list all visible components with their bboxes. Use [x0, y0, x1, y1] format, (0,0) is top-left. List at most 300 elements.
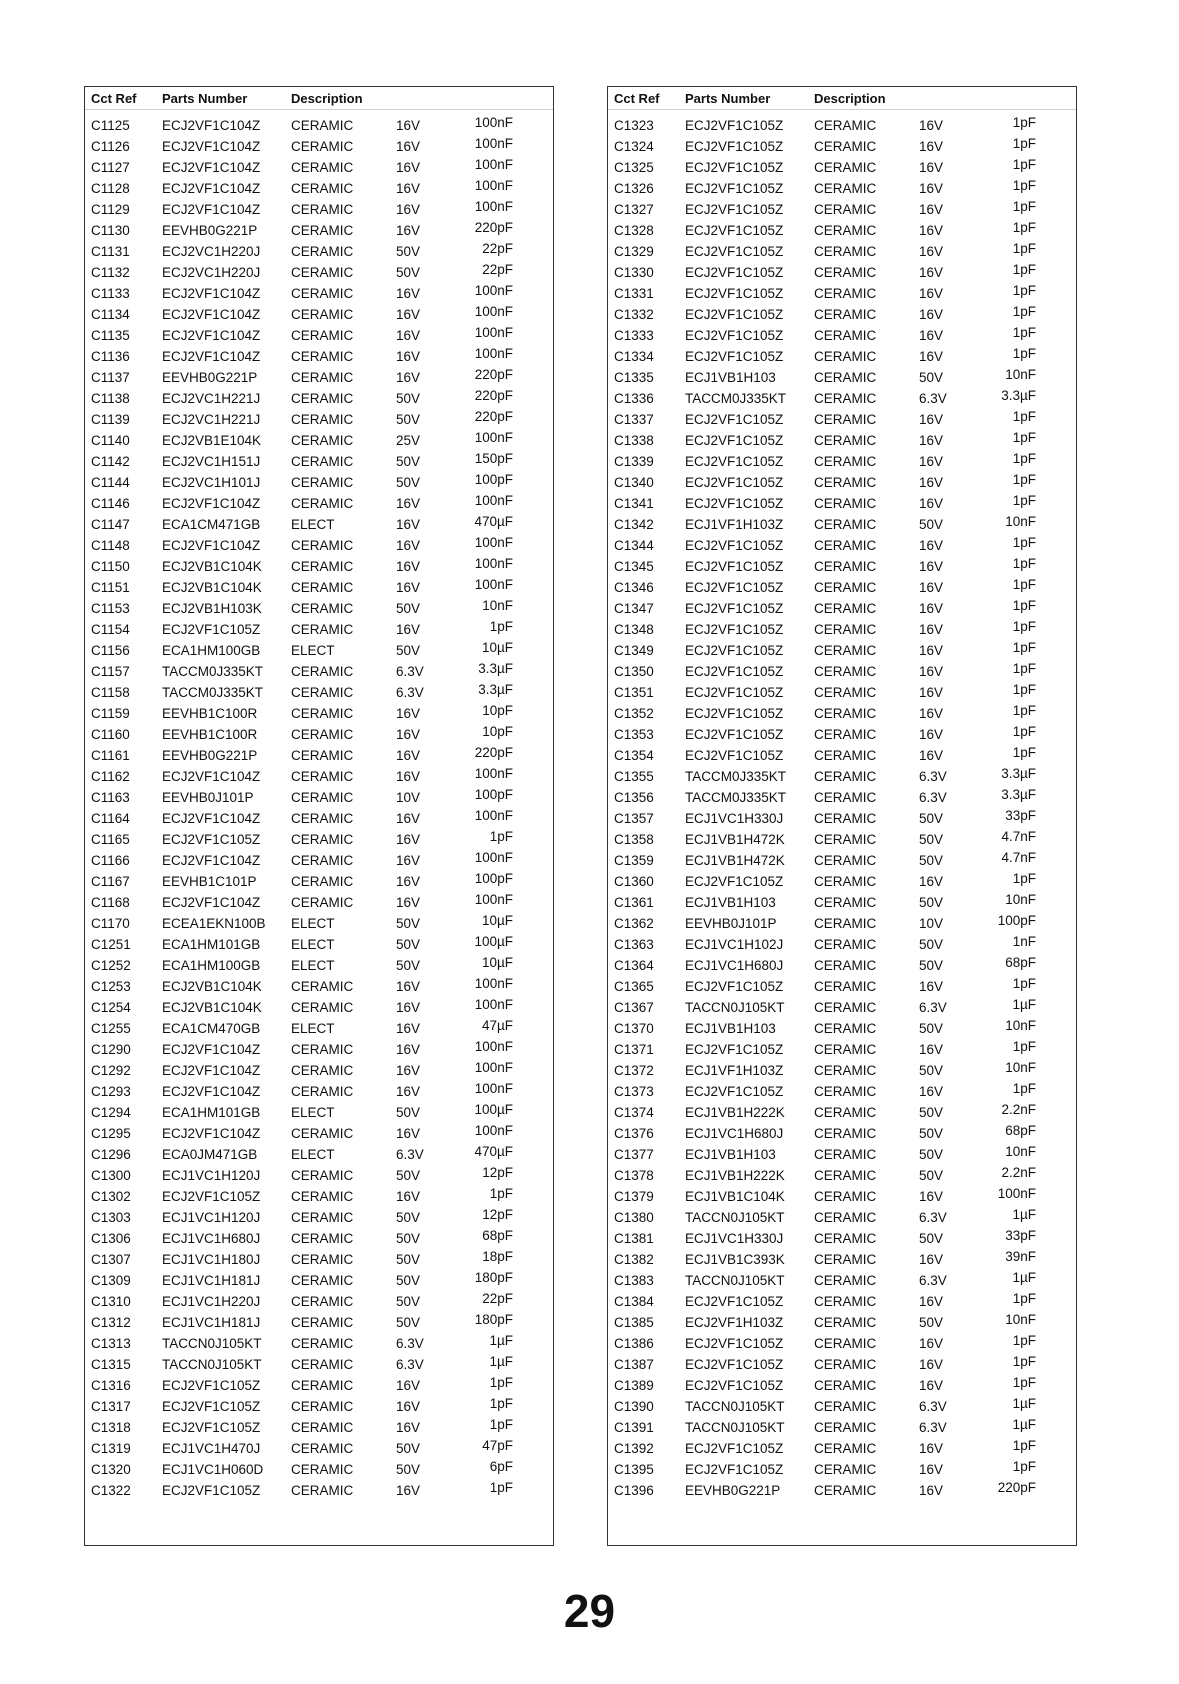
value: 470µF: [474, 1144, 513, 1159]
table-row: [85, 1103, 553, 1124]
parts-number: EEVHB0G221P: [162, 223, 258, 238]
description: CERAMIC: [291, 853, 354, 868]
value: 100nF: [474, 850, 513, 865]
cct-ref: C1160: [91, 727, 130, 742]
parts-number: ECJ2VF1C105Z: [685, 1042, 784, 1057]
value: 1pF: [1012, 871, 1036, 886]
table-row: [85, 809, 553, 830]
description: CERAMIC: [291, 1441, 354, 1456]
value: 100nF: [474, 766, 513, 781]
voltage: 16V: [396, 832, 421, 847]
cct-ref: C1362: [614, 916, 654, 931]
voltage: 16V: [396, 328, 421, 343]
voltage: 16V: [919, 1189, 944, 1204]
value: 1pF: [489, 1375, 513, 1390]
description: CERAMIC: [814, 307, 877, 322]
description: CERAMIC: [814, 538, 877, 553]
description: CERAMIC: [814, 328, 877, 343]
value: 100nF: [997, 1186, 1036, 1201]
table-row: [85, 200, 553, 221]
voltage: 6.3V: [396, 1147, 424, 1162]
value: 1pF: [1012, 1438, 1036, 1453]
description: ELECT: [291, 643, 335, 658]
description: CERAMIC: [291, 223, 354, 238]
value: 1pF: [1012, 640, 1036, 655]
description: CERAMIC: [291, 559, 354, 574]
voltage: 16V: [919, 160, 944, 175]
cct-ref: C1135: [91, 328, 130, 343]
voltage: 16V: [919, 1084, 944, 1099]
description: CERAMIC: [814, 958, 877, 973]
table-row: [608, 767, 1076, 788]
cct-ref: C1134: [91, 307, 130, 322]
voltage: 50V: [396, 643, 421, 658]
value: 100nF: [474, 304, 513, 319]
voltage: 10V: [396, 790, 421, 805]
table-row: [85, 1481, 553, 1502]
table-row: [608, 1250, 1076, 1271]
value: 1pF: [1012, 577, 1036, 592]
table-row: [608, 536, 1076, 557]
parts-number: ECA1CM471GB: [162, 517, 261, 532]
parts-number: ECJ2VF1C104Z: [162, 1126, 261, 1141]
voltage: 16V: [919, 1462, 944, 1477]
table-row: [608, 1292, 1076, 1313]
table-row: [608, 641, 1076, 662]
table-row: [85, 578, 553, 599]
cct-ref: C1126: [91, 139, 130, 154]
parts-number: ECJ2VF1C105Z: [685, 412, 784, 427]
table-row: [85, 368, 553, 389]
description: CERAMIC: [291, 328, 354, 343]
cct-ref: C1127: [91, 160, 130, 175]
parts-number: ECJ2VF1C104Z: [162, 1063, 261, 1078]
parts-number: ECJ2VF1C105Z: [685, 1357, 784, 1372]
value: 1µF: [1012, 1207, 1036, 1222]
cct-ref: C1303: [91, 1210, 131, 1225]
parts-number: ECJ2VF1C105Z: [685, 1378, 784, 1393]
parts-number: EEVHB0G221P: [162, 370, 258, 385]
voltage: 6.3V: [919, 790, 947, 805]
description: CERAMIC: [291, 811, 354, 826]
description: CERAMIC: [814, 664, 877, 679]
voltage: 16V: [396, 748, 421, 763]
table-row: [608, 956, 1076, 977]
cct-ref: C1351: [614, 685, 654, 700]
parts-number: ECJ1VB1H222K: [685, 1168, 785, 1183]
table-body: [85, 116, 553, 1502]
description: CERAMIC: [814, 1294, 877, 1309]
description: CERAMIC: [291, 1063, 354, 1078]
value: 1pF: [489, 1186, 513, 1201]
cct-ref: C1376: [614, 1126, 654, 1141]
cct-ref: C1128: [91, 181, 130, 196]
voltage: 16V: [396, 895, 421, 910]
description: CERAMIC: [814, 1315, 877, 1330]
value: 100pF: [997, 913, 1036, 928]
description: CERAMIC: [814, 1378, 877, 1393]
table-row: [608, 557, 1076, 578]
table-row: [85, 893, 553, 914]
value: 1pF: [489, 829, 513, 844]
cct-ref: C1383: [614, 1273, 654, 1288]
cct-ref: C1345: [614, 559, 654, 574]
table-row: [85, 1376, 553, 1397]
cct-ref: C1302: [91, 1189, 131, 1204]
description: CERAMIC: [814, 391, 877, 406]
description: CERAMIC: [814, 706, 877, 721]
table-row: [608, 179, 1076, 200]
value: 1pF: [1012, 1459, 1036, 1474]
value: 1µF: [489, 1333, 513, 1348]
voltage: 16V: [396, 1000, 421, 1015]
parts-number: ECJ2VF1C105Z: [685, 181, 784, 196]
table-row: [85, 431, 553, 452]
table-row: [85, 830, 553, 851]
table-row: [608, 263, 1076, 284]
cct-ref: C1390: [614, 1399, 654, 1414]
parts-number: ECJ1VC1H330J: [685, 811, 784, 826]
parts-number: ECJ2VC1H221J: [162, 412, 261, 427]
description: CERAMIC: [814, 1189, 877, 1204]
value: 22pF: [482, 241, 513, 256]
cct-ref: C1356: [614, 790, 654, 805]
header-description: Description: [814, 91, 886, 106]
description: CERAMIC: [814, 916, 877, 931]
description: CERAMIC: [291, 1315, 354, 1330]
cct-ref: C1312: [91, 1315, 131, 1330]
description: CERAMIC: [291, 391, 354, 406]
cct-ref: C1395: [614, 1462, 654, 1477]
value: 1pF: [1012, 1375, 1036, 1390]
value: 1pF: [1012, 619, 1036, 634]
value: 100nF: [474, 1039, 513, 1054]
description: CERAMIC: [291, 1000, 354, 1015]
parts-number: EEVHB0G221P: [162, 748, 258, 763]
parts-number: EEVHB1C100R: [162, 727, 258, 742]
parts-number: ECA1HM101GB: [162, 1105, 261, 1120]
cct-ref: C1148: [91, 538, 130, 553]
parts-number: ECJ1VC1H680J: [162, 1231, 261, 1246]
description: CERAMIC: [291, 748, 354, 763]
table-row: [85, 305, 553, 326]
parts-number: TACCN0J105KT: [685, 1210, 785, 1225]
voltage: 50V: [396, 1462, 421, 1477]
value: 1pF: [1012, 430, 1036, 445]
table-row: [608, 683, 1076, 704]
table-row: [608, 221, 1076, 242]
cct-ref: C1165: [91, 832, 130, 847]
description: CERAMIC: [291, 265, 354, 280]
table-row: [85, 137, 553, 158]
description: CERAMIC: [814, 1000, 877, 1015]
value: 12pF: [482, 1165, 513, 1180]
parts-number: ECJ2VF1C105Z: [685, 139, 784, 154]
value: 150pF: [474, 451, 513, 466]
description: CERAMIC: [291, 622, 354, 637]
voltage: 16V: [396, 496, 421, 511]
voltage: 16V: [396, 538, 421, 553]
voltage: 6.3V: [919, 1420, 947, 1435]
description: CERAMIC: [291, 307, 354, 322]
voltage: 6.3V: [396, 1336, 424, 1351]
description: CERAMIC: [814, 475, 877, 490]
parts-number: ECJ2VF1C105Z: [685, 601, 784, 616]
cct-ref: C1363: [614, 937, 654, 952]
parts-number: EEVHB1C100R: [162, 706, 258, 721]
description: CERAMIC: [291, 832, 354, 847]
table-row: [608, 347, 1076, 368]
value: 100nF: [474, 325, 513, 340]
cct-ref: C1352: [614, 706, 654, 721]
cct-ref: C1391: [614, 1420, 654, 1435]
value: 68pF: [1005, 1123, 1036, 1138]
table-row: [608, 1418, 1076, 1439]
value: 1µF: [489, 1354, 513, 1369]
parts-number: ECJ1VC1H180J: [162, 1252, 261, 1267]
voltage: 16V: [919, 1441, 944, 1456]
voltage: 16V: [396, 181, 421, 196]
parts-number: ECJ2VF1C105Z: [685, 118, 784, 133]
cct-ref: C1355: [614, 769, 654, 784]
value: 2.2nF: [1001, 1165, 1036, 1180]
value: 3.3µF: [478, 682, 513, 697]
table-row: [85, 1019, 553, 1040]
voltage: 50V: [919, 1168, 944, 1183]
value: 470µF: [474, 514, 513, 529]
table-row: [608, 1229, 1076, 1250]
cct-ref: C1381: [614, 1231, 654, 1246]
cct-ref: C1146: [91, 496, 130, 511]
description: CERAMIC: [291, 1420, 354, 1435]
description: CERAMIC: [814, 811, 877, 826]
table-row: [608, 305, 1076, 326]
cct-ref: C1350: [614, 664, 654, 679]
value: 1pF: [1012, 346, 1036, 361]
voltage: 50V: [396, 412, 421, 427]
cct-ref: C1344: [614, 538, 654, 553]
parts-number: ECJ2VF1C105Z: [685, 244, 784, 259]
value: 68pF: [482, 1228, 513, 1243]
value: 10nF: [1005, 1144, 1036, 1159]
value: 68pF: [1005, 955, 1036, 970]
voltage: 50V: [396, 937, 421, 952]
parts-number: ECJ1VC1H181J: [162, 1273, 261, 1288]
parts-number: ECJ2VF1C105Z: [685, 1462, 784, 1477]
table-row: [608, 1355, 1076, 1376]
voltage: 50V: [919, 517, 944, 532]
voltage: 16V: [396, 622, 421, 637]
voltage: 16V: [919, 580, 944, 595]
description: CERAMIC: [291, 790, 354, 805]
value: 180pF: [474, 1270, 513, 1285]
parts-number: TACCN0J105KT: [685, 1000, 785, 1015]
cct-ref: C1161: [91, 748, 130, 763]
voltage: 50V: [396, 454, 421, 469]
cct-ref: C1170: [91, 916, 130, 931]
cct-ref: C1166: [91, 853, 130, 868]
value: 10µF: [481, 913, 513, 928]
value: 1pF: [1012, 1333, 1036, 1348]
voltage: 50V: [919, 1147, 944, 1162]
parts-number: ECJ2VF1C105Z: [685, 1441, 784, 1456]
value: 100nF: [474, 346, 513, 361]
table-row: [85, 1355, 553, 1376]
table-row: [608, 1376, 1076, 1397]
description: CERAMIC: [814, 1126, 877, 1141]
value: 100nF: [474, 1123, 513, 1138]
cct-ref: C1354: [614, 748, 654, 763]
header-parts-number: Parts Number: [685, 91, 771, 106]
description: CERAMIC: [291, 895, 354, 910]
voltage: 50V: [396, 265, 421, 280]
description: CERAMIC: [291, 1378, 354, 1393]
description: CERAMIC: [291, 664, 354, 679]
parts-number: ECJ2VF1C105Z: [685, 643, 784, 658]
description: CERAMIC: [814, 748, 877, 763]
cct-ref: C1290: [91, 1042, 131, 1057]
cct-ref: C1130: [91, 223, 130, 238]
parts-number: ECJ2VF1C105Z: [685, 475, 784, 490]
parts-number: ECJ2VF1C104Z: [162, 1042, 261, 1057]
cct-ref: C1310: [91, 1294, 131, 1309]
voltage: 16V: [919, 622, 944, 637]
parts-number: ECJ2VF1C105Z: [162, 1378, 261, 1393]
cct-ref: C1331: [614, 286, 654, 301]
voltage: 16V: [396, 1084, 421, 1099]
cct-ref: C1346: [614, 580, 654, 595]
description: CERAMIC: [291, 139, 354, 154]
description: CERAMIC: [814, 1042, 877, 1057]
parts-number: ECJ2VF1C104Z: [162, 349, 261, 364]
description: CERAMIC: [291, 433, 354, 448]
table-row: [608, 515, 1076, 536]
value: 10pF: [482, 724, 513, 739]
cct-ref: C1342: [614, 517, 654, 532]
cct-ref: C1307: [91, 1252, 131, 1267]
value: 100nF: [474, 535, 513, 550]
cct-ref: C1387: [614, 1357, 654, 1372]
description: CERAMIC: [814, 1336, 877, 1351]
parts-number: ECJ2VC1H221J: [162, 391, 261, 406]
table-row: [85, 284, 553, 305]
value: 47pF: [482, 1438, 513, 1453]
parts-number: ECJ1VB1H103: [685, 370, 776, 385]
description: CERAMIC: [814, 622, 877, 637]
parts-number: ECJ2VF1C104Z: [162, 853, 261, 868]
cct-ref: C1164: [91, 811, 130, 826]
value: 1µF: [1012, 997, 1036, 1012]
description: ELECT: [291, 937, 335, 952]
parts-number: TACCN0J105KT: [685, 1420, 785, 1435]
value: 1µF: [1012, 1396, 1036, 1411]
cct-ref: C1379: [614, 1189, 654, 1204]
value: 4.7nF: [1001, 829, 1036, 844]
table-row: [608, 578, 1076, 599]
value: 4.7nF: [1001, 850, 1036, 865]
cct-ref: C1361: [614, 895, 654, 910]
table-row: [85, 536, 553, 557]
parts-number: TACCN0J105KT: [685, 1399, 785, 1414]
parts-number: ECA0JM471GB: [162, 1147, 258, 1162]
value: 1pF: [1012, 535, 1036, 550]
cct-ref: C1294: [91, 1105, 131, 1120]
parts-number: ECJ2VF1C105Z: [685, 496, 784, 511]
table-row: [85, 1460, 553, 1481]
description: CERAMIC: [814, 1063, 877, 1078]
cct-ref: C1340: [614, 475, 654, 490]
table-row: [85, 263, 553, 284]
value: 10nF: [1005, 367, 1036, 382]
value: 1µF: [1012, 1270, 1036, 1285]
value: 22pF: [482, 1291, 513, 1306]
cct-ref: C1374: [614, 1105, 654, 1120]
value: 1pF: [1012, 304, 1036, 319]
table-row: [608, 431, 1076, 452]
value: 220pF: [474, 388, 513, 403]
table-row: [85, 1439, 553, 1460]
description: ELECT: [291, 916, 335, 931]
voltage: 16V: [396, 139, 421, 154]
table-row: [608, 1061, 1076, 1082]
description: CERAMIC: [814, 853, 877, 868]
description: CERAMIC: [814, 118, 877, 133]
cct-ref: C1339: [614, 454, 654, 469]
voltage: 16V: [919, 601, 944, 616]
parts-number: ECJ2VF1C105Z: [685, 706, 784, 721]
parts-number: ECJ2VF1C105Z: [685, 1336, 784, 1351]
parts-number: TACCM0J335KT: [162, 685, 264, 700]
value: 1pF: [1012, 115, 1036, 130]
value: 1pF: [1012, 1039, 1036, 1054]
description: CERAMIC: [814, 139, 877, 154]
description: ELECT: [291, 517, 335, 532]
table-row: [608, 872, 1076, 893]
cct-ref: C1163: [91, 790, 130, 805]
description: CERAMIC: [291, 1483, 354, 1498]
table-row: [85, 1166, 553, 1187]
voltage: 50V: [919, 832, 944, 847]
description: CERAMIC: [814, 496, 877, 511]
description: CERAMIC: [814, 832, 877, 847]
voltage: 50V: [919, 1315, 944, 1330]
parts-number: ECJ2VF1C104Z: [162, 160, 261, 175]
voltage: 50V: [919, 1126, 944, 1141]
voltage: 50V: [919, 370, 944, 385]
description: CERAMIC: [291, 538, 354, 553]
table-row: [85, 1313, 553, 1334]
description: CERAMIC: [291, 769, 354, 784]
table-body: [608, 116, 1076, 1502]
voltage: 50V: [919, 895, 944, 910]
parts-number: ECJ2VB1C104K: [162, 559, 262, 574]
value: 1pF: [1012, 556, 1036, 571]
description: CERAMIC: [814, 1021, 877, 1036]
voltage: 16V: [919, 643, 944, 658]
voltage: 16V: [919, 433, 944, 448]
description: CERAMIC: [814, 685, 877, 700]
voltage: 16V: [919, 244, 944, 259]
cct-ref: C1162: [91, 769, 130, 784]
table-row: [85, 956, 553, 977]
description: CERAMIC: [291, 1357, 354, 1372]
parts-number: ECJ2VF1C104Z: [162, 1084, 261, 1099]
value: 100nF: [474, 430, 513, 445]
parts-number: ECJ2VB1H103K: [162, 601, 262, 616]
table-row: [608, 893, 1076, 914]
cct-ref: C1348: [614, 622, 654, 637]
table-row: [608, 389, 1076, 410]
